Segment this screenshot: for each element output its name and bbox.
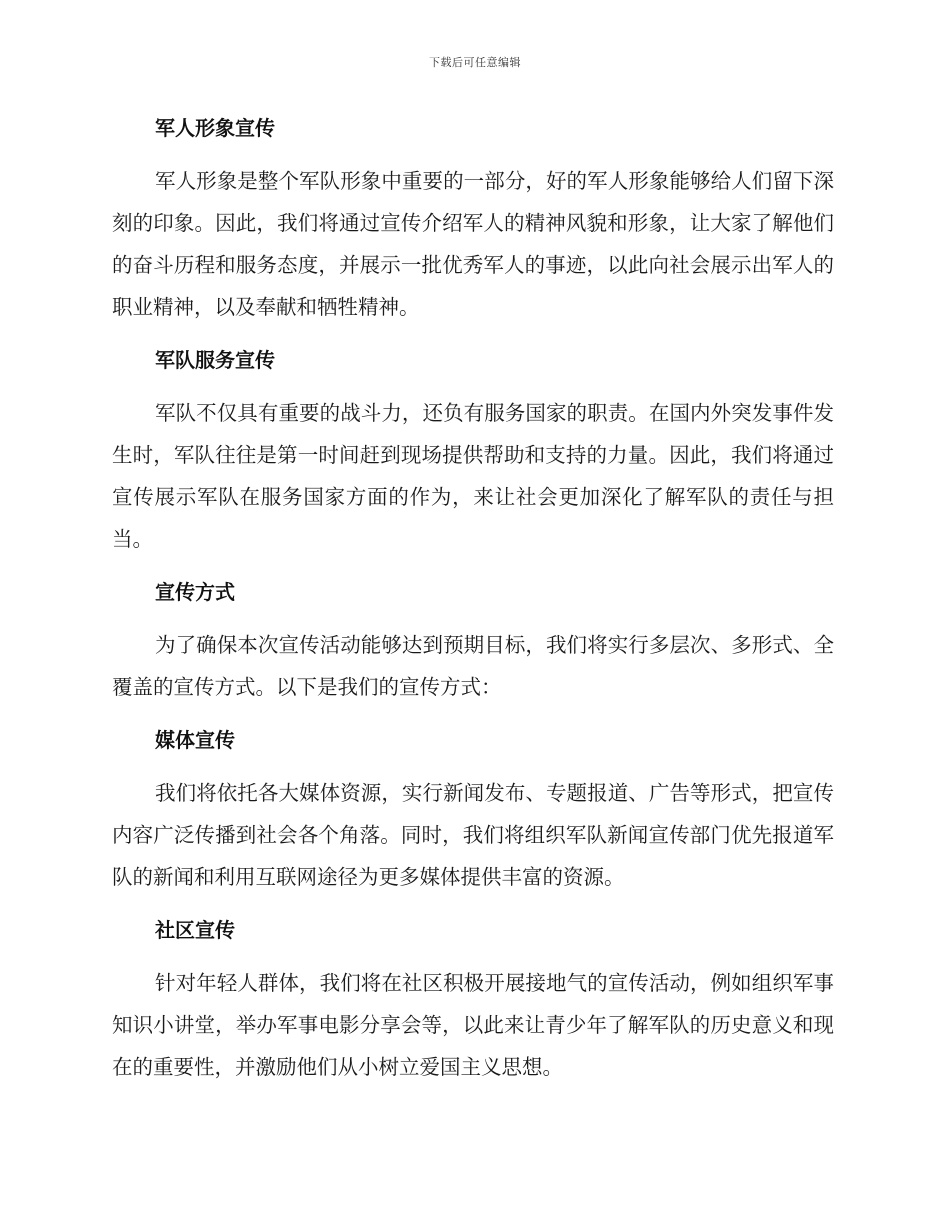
section-paragraph: 为了确保本次宣传活动能够达到预期目标，我们将实行多层次、多形式、全覆盖的宣传方式。以下是我们的宣传方式：	[112, 633, 834, 699]
document-body	[112, 108, 834, 1100]
section-heading: 军队服务宣传	[155, 348, 275, 372]
section-heading: 媒体宣传	[155, 728, 235, 752]
section-paragraph: 针对年轻人群体，我们将在社区积极开展接地气的宣传活动，例如组织军事知识小讲堂，举办军事电影分享会等，以此来让青少年了解军队的历史意义和现在的重要性，并激励他们从小树立爱国主义思想。	[112, 971, 834, 1079]
section-heading: 宣传方式	[155, 580, 235, 604]
section-paragraph: 我们将依托各大媒体资源，实行新闻发布、专题报道、广告等形式，把宣传内容广泛传播到社会各个角落。同时，我们将组织军队新闻宣传部门优先报道军队的新闻和利用互联网途径为更多媒体提供丰富的资源。	[112, 781, 834, 889]
page-header: 下载后可任意编辑	[429, 56, 521, 69]
section-paragraph: 军人形象是整个军队形象中重要的一部分，好的军人形象能够给人们留下深刻的印象。因此，我们将通过宣传介绍军人的精神风貌和形象，让大家了解他们的奋斗历程和服务态度，并展示一批优秀军人的事迹，以此向社会展示出军人的职业精神，以及奉献和牺牲精神。	[112, 169, 834, 319]
section-heading: 社区宣传	[155, 918, 235, 942]
section-heading: 军人形象宣传	[155, 116, 275, 140]
section-paragraph: 军队不仅具有重要的战斗力，还负有服务国家的职责。在国内外突发事件发生时，军队往往是第一时间赶到现场提供帮助和支持的力量。因此，我们将通过宣传展示军队在服务国家方面的作为，来让社会更加深化了解军队的责任与担当。	[112, 401, 834, 551]
